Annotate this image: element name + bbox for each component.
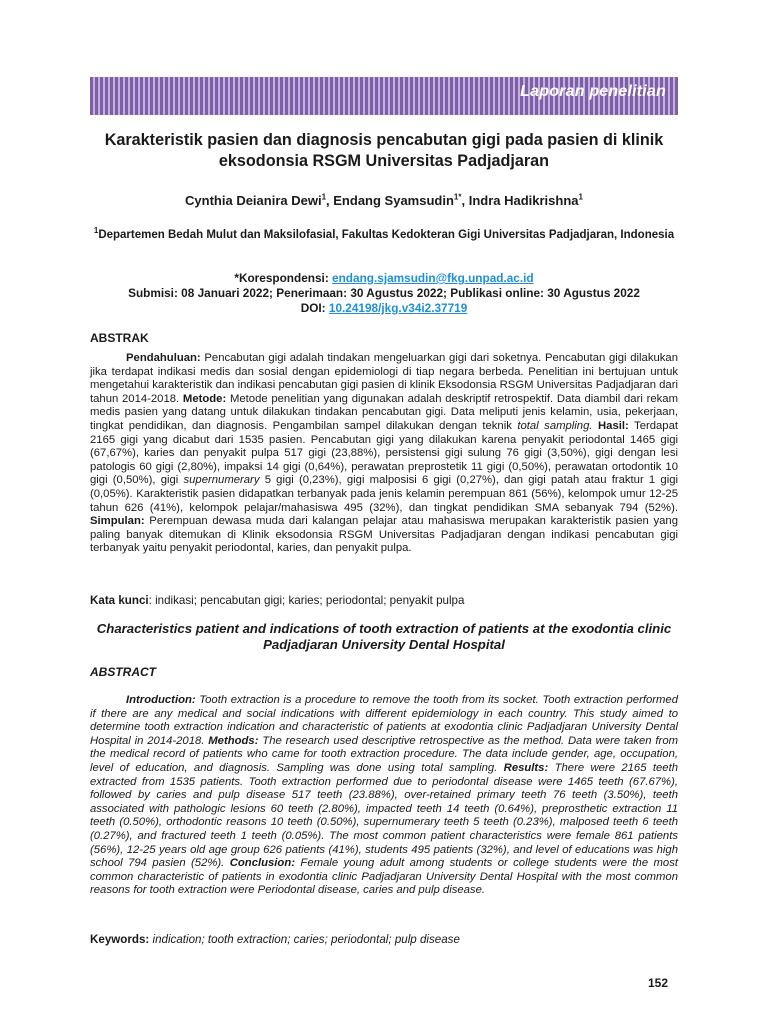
keywords-line-en	[90, 933, 678, 947]
affiliation-mark: 1	[93, 226, 99, 236]
doi-label: DOI:	[300, 301, 329, 315]
correspondence-email-link[interactable]: endang.sjamsudin@fkg.unpad.ac.id	[332, 271, 534, 285]
conclusion-label: Simpulan:	[90, 515, 145, 528]
correspondence-label: *Korespondensi:	[234, 271, 333, 285]
author-affiliation-mark: 1	[578, 192, 583, 202]
page-number: 152	[648, 976, 669, 990]
method-text: Metode penelitian yang digunakan adalah deskriptif retrospektif. Data diambil dari rekam medis pasien yang datang untuk dilakukan tindakan pencabutan gigi. Data meliputi jenis kelamin, usia, pekerjaan, tingkat pendidikan, dan diagnosis. Pengambilan sampel dilakukan dengan teknik	[90, 392, 678, 432]
keywords-label-en: Keywords:	[90, 933, 150, 946]
methods-label: Methods:	[208, 734, 259, 747]
article-meta	[90, 271, 678, 316]
method-italic-text: total sampling.	[517, 419, 593, 432]
result-italic-text: supernumerary	[183, 474, 260, 487]
author-name: Indra Hadikrishna	[468, 193, 579, 208]
intro-text: Pencabutan gigi adalah tindakan mengeluarkan gigi dari soketnya. Pencabutan gigi dilakukan jika terdapat indikasi medis dan sosial dengan epidemiologi di tiap negara berbeda. Penelitian ini bertujuan untuk mengetahui karakteristik dan indikasi pencabutan gigi pasien di klinik Eksodonsia RSGM Universitas Padjadjaran dari tahun 2014-2018.	[90, 352, 678, 405]
section-banner	[90, 77, 678, 115]
abstract-heading: ABSTRAK	[90, 331, 149, 345]
keywords-text: : indikasi; pencabutan gigi; karies; periodontal; penyakit pulpa	[148, 594, 465, 607]
conclusion-label-en: Conclusion:	[229, 857, 296, 870]
conclusion-text: Perempuan dewasa muda dari kalangan pelajar atau mahasiswa merupakan karakteristik pasien yang paling banyak ditemukan di Klinik eksodonsia RSGM Universitas Padjadjaran dengan indikasi pencabutan gigi terbanyak yaitu penyakit periodontal, karies, dan penyakit pulpa.	[90, 515, 678, 555]
author-name: Endang Syamsudin	[333, 193, 454, 208]
intro-label: Pendahuluan:	[126, 352, 201, 364]
affiliation-text: Departemen Bedah Mulut dan Maksilofasial, Fakultas Kedokteran Gigi Universitas Padjadjaran, Indonesia	[98, 229, 675, 241]
article-title: Karakteristik pasien dan diagnosis pencabutan gigi pada pasien di klinik eksodonsia RSGM Universitas Padjadjaran	[104, 131, 664, 170]
affiliation	[90, 228, 678, 243]
keywords-label: Kata kunci	[90, 594, 149, 607]
author-name: Cynthia Deianira Dewi	[185, 193, 322, 208]
keywords-line	[90, 594, 678, 608]
methods-text: The research used descriptive retrospective as the method. Data were taken from the medical record of patients who came for tooth extraction procedure. The data include gender, age, occupation, level of education, and diagnosis. Sampling was done using total sampling.	[90, 734, 679, 774]
results-label: Results:	[503, 761, 549, 774]
introduction-text: Tooth extraction is a procedure to remove the tooth from its socket. Tooth extraction performed if there are any medical and social indications with different epidemiology in each country. This study aimed to determine tooth extraction indication and characteristic of patients at exodontia clinic Padjadjaran University Dental Hospital in 2014-2018.	[90, 694, 678, 747]
doi-link[interactable]: 10.24198/jkg.v34i2.37719	[328, 301, 468, 315]
result-text-cont: 5 gigi (0,23%), gigi malposisi 6 gigi (0,27%), dan gigi patah atau fraktur 1 gigi (0,05%). Karakteristik pasien didapatkan terbanyak pada jenis kelamin perempuan 861 (56%), kelompok umur 12-25 tahun 626 (41%), kelompok pelajar/mahasiswa 495 (32%), dan tingkat pendidikan SMA sebanyak 794 (52%).	[90, 474, 679, 514]
author-affiliation-mark: 1*	[453, 192, 462, 202]
method-label: Metode:	[182, 392, 227, 405]
introduction-label: Introduction:	[126, 694, 196, 706]
section-label: Laporan penelitian	[520, 83, 666, 100]
doi-line	[90, 301, 678, 316]
results-text: There were 2165 teeth extracted from 1535 patients. Tooth extraction performed due to periodontal disease were 1465 teeth (67.67%), followed by caries and pulp disease 517 teeth (23.88%), over-retained primary teeth 76 teeth (3.50%), teeth associated with pathologic lesions 60 teeth (2.80%), impacted teeth 14 teeth (0.64%), preprosthetic extraction 11 teeth (0.50%), orthodontic reasons 10 teeth (0.50%), supernumerary teeth 5 teeth (0.23%), malposed teeth 6 teeth (0.27%), and fractured teeth 1 teeth (0.05%). The most common patient characteristics were female 861 patients (56%), 12-25 years old age group 626 patients (41%), students 495 patients (32%), and level of educations was high school 794 pasien (52%).	[90, 761, 678, 870]
correspondence-line	[90, 271, 678, 286]
english-title: Characteristics patient and indications of tooth extraction of patients at the exodontia clinic Padjadjaran University Dental Hospital	[96, 621, 672, 652]
english-abstract-heading: ABSTRACT	[90, 665, 156, 679]
author-affiliation-mark: 1	[321, 192, 327, 202]
keywords-text-en: indication; tooth extraction; caries; periodontal; pulp disease	[149, 933, 460, 946]
submission-dates: Submisi: 08 Januari 2022; Penerimaan: 30 Agustus 2022; Publikasi online: 30 Agustus 2022	[128, 286, 640, 300]
conclusion-text-en: Female young adult among students or college students were the most common characteristic of patients in exodontia clinic Padjadjaran University Dental Hospital with the most common reasons for tooth extraction were Periodontal disease, caries and pulp disease.	[90, 857, 679, 897]
author-list: Cynthia Deianira Dewi$^1$, Endang Syamsudin$^{1*}$, Indra Hadikrishna$^1$	[185, 192, 583, 208]
english-abstract-body	[90, 694, 678, 898]
result-label: Hasil:	[592, 419, 629, 432]
result-text: Terdapat 2165 gigi yang dicabut dari 1535 pasien. Pencabutan gigi yang dilakukan karena penyakit periodontal 1465 gigi (67,67%), karies dan penyakit pulpa 517 gigi (23,88%), persistensi gigi sulung 76 gigi (3,50%), gigi dengan lesi patologis 60 gigi (2,80%), impaksi 14 gigi (0,64%), perawatan preprostetik 11 gigi (0,50%), perawatan ortodontik 10 gigi (0,50%), gigi	[90, 419, 679, 487]
abstract-body	[90, 352, 678, 556]
